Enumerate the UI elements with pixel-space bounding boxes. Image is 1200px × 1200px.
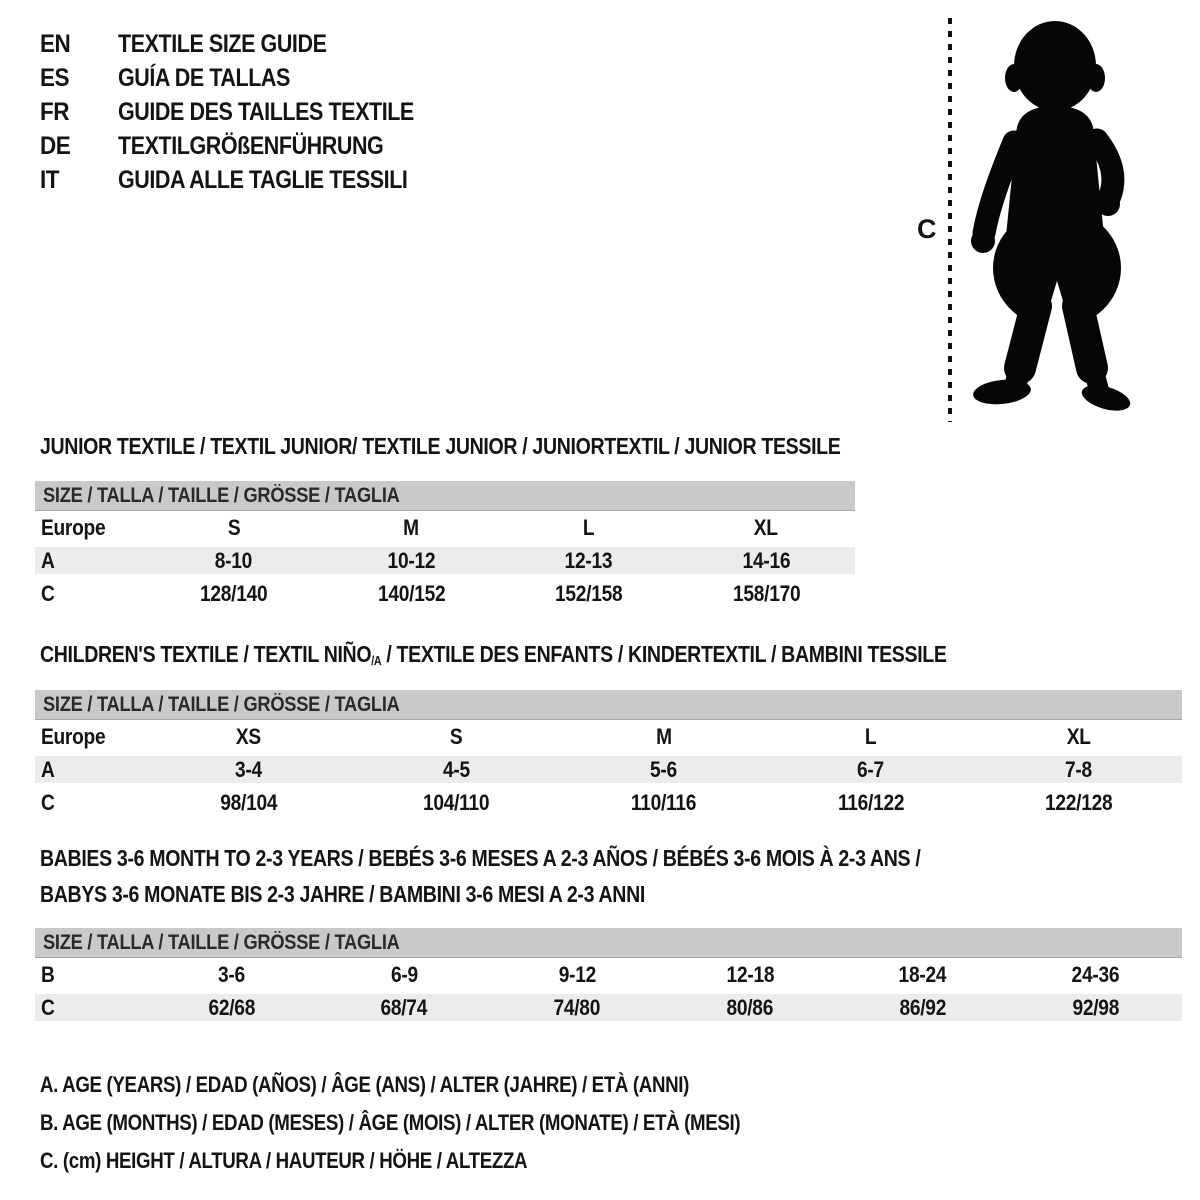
height-value: 74/80 xyxy=(553,994,601,1020)
size-value: L xyxy=(865,723,877,749)
height-value: 152/158 xyxy=(555,580,623,606)
language-code: DE xyxy=(40,131,71,160)
row-label: Europe xyxy=(41,723,106,749)
age-value: 7-8 xyxy=(1064,756,1092,782)
age-value: 14-16 xyxy=(742,547,791,573)
babies-size-table xyxy=(35,928,1182,1024)
table-row-europe xyxy=(35,511,855,544)
height-value: 92/98 xyxy=(1072,994,1119,1020)
guide-title-it: GUIDA ALLE TAGLIE TESSILI xyxy=(118,165,408,194)
size-value: L xyxy=(583,514,595,540)
months-value: 3-6 xyxy=(217,961,245,987)
table-row-height xyxy=(35,786,1182,819)
height-value: 128/140 xyxy=(200,580,268,606)
language-row-de xyxy=(40,129,462,163)
table-row-height xyxy=(35,577,855,610)
language-row-fr xyxy=(40,95,462,129)
guide-title-es: GUÍA DE TALLAS xyxy=(118,63,290,92)
height-value: 68/74 xyxy=(380,994,428,1020)
table-row-age xyxy=(35,753,1182,786)
height-dashed-line xyxy=(948,18,952,422)
guide-title-en: TEXTILE SIZE GUIDE xyxy=(118,29,327,58)
children-size-table xyxy=(35,690,1182,819)
language-code: ES xyxy=(40,63,70,92)
height-value: 140/152 xyxy=(377,580,445,606)
months-value: 9-12 xyxy=(558,961,596,987)
size-header-label: SIZE / TALLA / TAILLE / GRÖSSE / TAGLIA xyxy=(43,484,400,507)
language-code: EN xyxy=(40,29,71,58)
size-value: M xyxy=(655,723,672,749)
language-code: IT xyxy=(40,165,60,194)
height-value: 86/92 xyxy=(899,994,947,1020)
legend xyxy=(40,1066,864,1180)
height-value: 158/170 xyxy=(732,580,800,606)
height-value: 98/104 xyxy=(220,789,278,815)
junior-size-header-bar xyxy=(35,481,855,511)
row-label: C xyxy=(41,789,55,815)
height-value: 104/110 xyxy=(422,789,490,815)
height-measure-label: C xyxy=(917,214,937,244)
babies-section-heading-line1: BABIES 3-6 MONTH TO 2-3 YEARS / BEBÉS 3-6 MESES A 2-3 AÑOS / BÉBÉS 3-6 MOIS À 2-3 ANS / xyxy=(40,845,921,871)
height-figure xyxy=(905,12,1200,427)
row-label: C xyxy=(41,580,55,606)
table-row-age xyxy=(35,544,855,577)
height-value: 62/68 xyxy=(208,994,255,1020)
legend-line-c: C. (cm) HEIGHT / ALTURA / HAUTEUR / HÖHE / ALTEZZA xyxy=(40,1148,528,1173)
height-value: 122/128 xyxy=(1044,789,1113,815)
row-label: Europe xyxy=(41,514,106,540)
row-label: B xyxy=(41,961,55,987)
months-value: 18-24 xyxy=(898,961,947,987)
size-header-label: SIZE / TALLA / TAILLE / GRÖSSE / TAGLIA xyxy=(43,693,400,716)
age-value: 8-10 xyxy=(215,547,253,573)
guide-title-fr: GUIDE DES TAILLES TEXTILE xyxy=(118,97,414,126)
size-value: S xyxy=(227,514,241,540)
size-header-label: SIZE / TALLA / TAILLE / GRÖSSE / TAGLIA xyxy=(43,931,400,954)
babies-section-heading-line2: BABYS 3-6 MONATE BIS 2-3 JAHRE / BAMBINI 3-6 MESI A 2-3 ANNI xyxy=(40,881,645,907)
table-row-months xyxy=(35,958,1182,991)
babies-size-header-bar xyxy=(35,928,1182,958)
row-label: A xyxy=(41,756,55,782)
age-value: 10-12 xyxy=(387,547,436,573)
months-value: 6-9 xyxy=(390,961,418,987)
toddler-silhouette-icon xyxy=(958,16,1138,416)
height-value: 110/116 xyxy=(630,789,697,815)
language-title-list xyxy=(40,27,462,197)
junior-size-table xyxy=(35,481,855,610)
children-section-heading: CHILDREN'S TEXTILE / TEXTIL $NIÑO_{/A}$ / TEXTILE DES ENFANTS / KINDERTEXTIL / BAMBINI TESSILE xyxy=(40,641,947,669)
row-label: A xyxy=(41,547,55,573)
table-row-europe xyxy=(35,720,1182,753)
language-row-it xyxy=(40,163,462,197)
size-value: XS xyxy=(236,723,262,749)
months-value: 24-36 xyxy=(1071,961,1120,987)
children-size-header-bar xyxy=(35,690,1182,720)
language-row-en xyxy=(40,27,462,61)
junior-section-heading: JUNIOR TEXTILE / TEXTIL JUNIOR/ TEXTILE JUNIOR / JUNIORTEXTIL / JUNIOR TESSILE xyxy=(40,433,841,459)
legend-line-b: B. AGE (MONTHS) / EDAD (MESES) / ÂGE (MOIS) / ALTER (MONATE) / ETÀ (MESI) xyxy=(40,1110,741,1135)
table-row-height xyxy=(35,991,1182,1024)
age-value: 4-5 xyxy=(442,756,470,782)
size-value: XL xyxy=(1066,723,1091,749)
months-value: 12-18 xyxy=(726,961,774,987)
size-value: XL xyxy=(754,514,779,540)
row-label: C xyxy=(41,994,55,1020)
age-value: 3-4 xyxy=(235,756,263,782)
age-value: 6-7 xyxy=(857,756,885,782)
language-code: FR xyxy=(40,97,70,126)
guide-title-de: TEXTILGRÖßENFÜHRUNG xyxy=(118,131,384,160)
language-row-es xyxy=(40,61,462,95)
height-value: 80/86 xyxy=(726,994,774,1020)
age-value: 5-6 xyxy=(650,756,677,782)
height-value: 116/122 xyxy=(837,789,905,815)
size-value: S xyxy=(449,723,463,749)
size-value: M xyxy=(403,514,420,540)
legend-line-a: A. AGE (YEARS) / EDAD (AÑOS) / ÂGE (ANS) / ALTER (JAHRE) / ETÀ (ANNI) xyxy=(40,1072,690,1097)
age-value: 12-13 xyxy=(564,547,613,573)
nino-a-subscript: /A xyxy=(371,654,382,669)
